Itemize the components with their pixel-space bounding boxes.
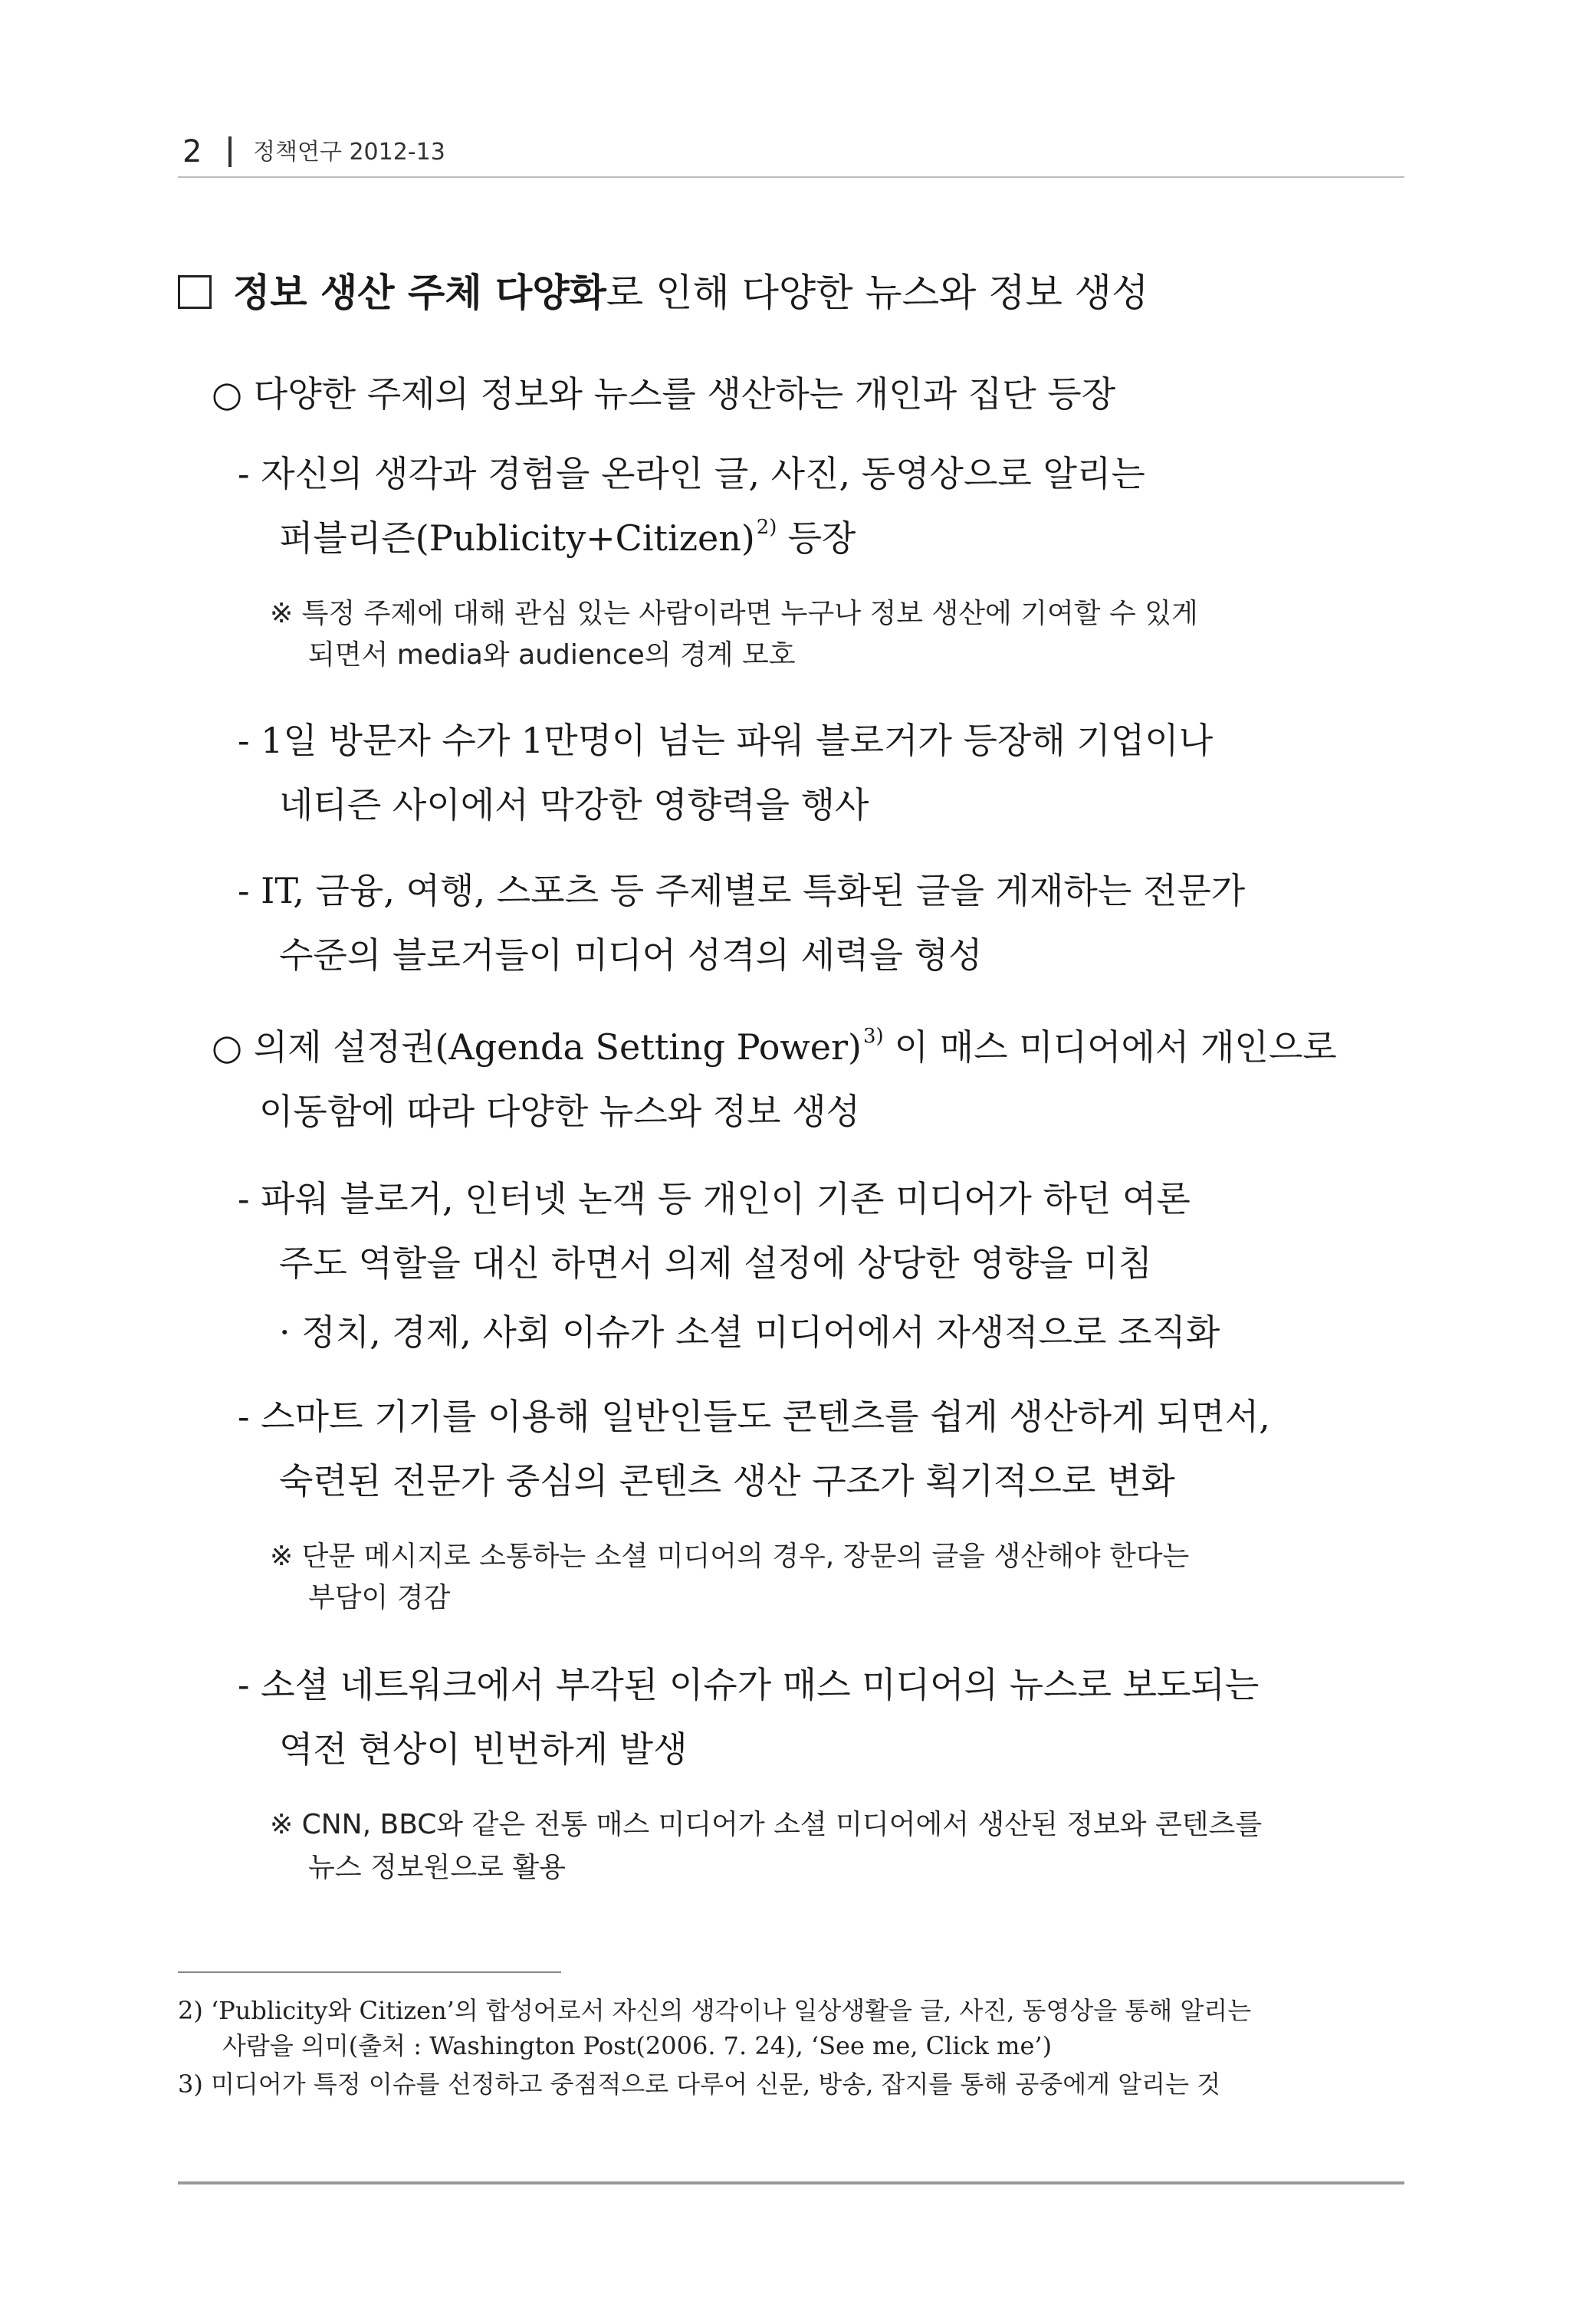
dash-item-3-line2: 수준의 블로거들이 미디어 성격의 세력을 형성: [279, 934, 983, 976]
note-1-line2: 되면서 media와 audience의 경계 모호: [308, 639, 796, 671]
page-number: 2: [182, 134, 202, 169]
footnote-2-line1: 2) ‘Publicity와 Citizen’의 합성어로서 자신의 생각이나 일상생활을 글, 사진, 동영상을 통해 알리는: [178, 1996, 1252, 2025]
dash-item-5-line2: 숙련된 전문가 중심의 콘텐츠 생산 구조가 획기적으로 변화: [279, 1460, 1175, 1502]
dash-item-4-line2: 주도 역할을 대신 하면서 의제 설정에 상당한 영향을 미침: [279, 1242, 1153, 1284]
header-rule: [178, 176, 1404, 178]
dash-item-6-line2: 역전 현상이 빈번하게 발생: [279, 1728, 688, 1770]
footnote-rule: [178, 1971, 561, 1973]
bullet-circle-2-line2: 이동함에 따라 다양한 뉴스와 정보 생성: [259, 1091, 861, 1132]
dash-item-3-line1: - IT, 금융, 여행, 스포츠 등 주제별로 특화된 글을 게재하는 전문가: [238, 870, 1246, 911]
footnote-2-line2: 사람을 의미(출처 : Washington Post(2006. 7. 24), ‘See me, Click me’): [222, 2031, 1053, 2060]
checkbox-square-icon: [178, 275, 212, 309]
dash-item-1-line1: - 자신의 생각과 경험을 온라인 글, 사진, 동영상으로 알리는: [238, 453, 1145, 494]
note-3-line1: ※ CNN, BBC와 같은 전통 매스 미디어가 소셜 미디어에서 생산된 정보와 콘텐츠를: [270, 1809, 1263, 1840]
footnote-ref-3: 3): [862, 1025, 884, 1048]
note-2-line1: ※ 단문 메시지로 소통하는 소셜 미디어의 경우, 장문의 글을 생산해야 한다는: [270, 1541, 1190, 1572]
header-divider: [228, 136, 232, 167]
dash-item-5-line1: - 스마트 기기를 이용해 일반인들도 콘텐츠를 쉽게 생산하게 되면서,: [238, 1396, 1270, 1437]
bullet-circle-1: ○ 다양한 주제의 정보와 뉴스를 생산하는 개인과 집단 등장: [212, 373, 1116, 415]
footnote-ref-2: 2): [756, 516, 777, 539]
footnote-3: 3) 미디어가 특정 이슈를 선정하고 중점적으로 다루어 신문, 방송, 잡지를 통해 공중에게 알리는 것: [178, 2070, 1221, 2099]
dash-item-2-line2: 네티즌 사이에서 막강한 영향력을 행사: [279, 784, 869, 826]
section-heading: [178, 262, 1148, 317]
dash-item-4-line1: - 파워 블로거, 인터넷 논객 등 개인이 기존 미디어가 하던 여론: [238, 1178, 1191, 1219]
note-2-line2: 부담이 경감: [308, 1582, 451, 1613]
note-3-line2: 뉴스 정보원으로 활용: [308, 1852, 566, 1883]
dash-item-1-line2: 퍼블리즌(Publicity+Citizen)$^{2)}$ 등장: [279, 516, 856, 559]
dash-item-2-line1: - 1일 방문자 수가 1만명이 넘는 파워 블로거가 등장해 기업이나: [238, 720, 1214, 761]
bullet-circle-2-line1: ○ 의제 설정권(Agenda Setting Power)$^{3)}$ 이 매스 미디어에서 개인으로: [212, 1025, 1337, 1068]
page-header: [178, 129, 1404, 175]
dash-item-6-line1: - 소셜 네트워크에서 부각된 이슈가 매스 미디어의 뉴스로 보도되는: [238, 1664, 1260, 1705]
dot-item-1: · 정치, 경제, 사회 이슈가 소셜 미디어에서 자생적으로 조직화: [279, 1311, 1220, 1353]
heading-rest: 로 인해 다양한 뉴스와 정보 생성: [606, 271, 1149, 315]
heading-emphasis: 정보 생산 주체 다양화: [233, 270, 606, 315]
bottom-rule: [178, 2181, 1404, 2184]
series-title: 정책연구 2012-13: [253, 139, 445, 166]
note-1-line1: ※ 특정 주제에 대해 관심 있는 사람이라면 누구나 정보 생산에 기여할 수 있게: [270, 598, 1198, 629]
